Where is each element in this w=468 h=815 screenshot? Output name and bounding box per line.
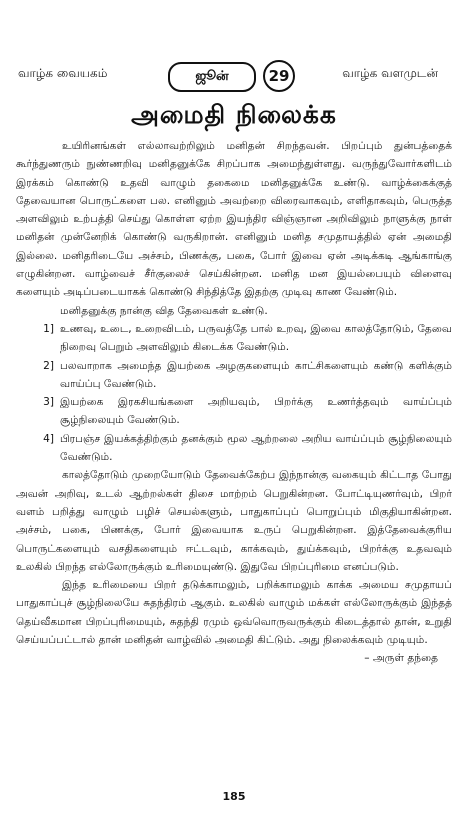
list-item-number: 4] (43, 432, 54, 445)
header-left-text: வாழ்க வையகம் (18, 66, 108, 80)
page-header (0, 62, 468, 92)
list-item-text: உணவு, உடை, உறைவிடம், பருவத்தே பால் உறவு, இவை காலத்தோடும், தேவை நிறைவு பெறும் அளவிலும் கிடைக்க வேண்டும். (60, 322, 452, 354)
page-title: அமைதி நிலைக்க (131, 100, 337, 129)
needs-list (16, 320, 452, 466)
paragraph-4: இந்த உரிமையை பிறர் தடுக்காமலும், பறிக்காமலும் காக்க அமைய சமுதாயப் பாதுகாப்புச் சூழ்நிலையே சுதந்திரம் ஆகும். உலகில் வாழும் மக்கள் எல்லோருக்கும் இந்தத் தெய்வீகமான பிறப்புரிமையும், சுதந்தி ரமும் ஒவ்வொருவருக்கும் கிடைத்தால் தான், உறுதி செய்யப்பட்டால் தான் மனிதன் வாழ்வில் அமைதி கிட்டும். அது நிலைக்கவும் முடியும். (16, 579, 452, 647)
paragraph-3: காலத்தோடும் முறையோடும் தேவைக்கேற்ப இந்நான்கு வகையும் கிட்டாத போது அவன் அறிவு, உடல் ஆற்றல்கள் திசை மாற்றம் பெறுகின்றன. போட்டியுணர்வும், பிறர் வளம் பறித்து வாழும் பழிச் செயல்களும், பாதுகாப்புப் பொறுப்பும் மிகுதியாகின்றன. அச்சம், பகை, பிணக்கு, போர் இவையாக உருப் பெறுகின்றன. இத்தேவைக்குரிய பொருட்களையும் வசதிகளையும் ஈட்டவும், காக்கவும், துய்க்கவும், பிறர்க்கு உதவவும் உலகில் பிறந்த எல்லோருக்கும் உரிமையுண்டு. இதுவே பிறப்புரிமை எனப்படும். (16, 469, 452, 573)
page-number: 185 (222, 790, 246, 803)
signature: – அருள் தந்தை (364, 652, 438, 665)
header-right-text: வாழ்க வளமுடன் (342, 66, 438, 80)
paragraph-1: உயிரினங்கள் எல்லாவற்றிலும் மனிதன் சிறந்தவன். பிறப்பும் துன்பத்தைக் கூர்ந்துணரும் நுண்ணறிவு மனிதனுக்கே சிறப்பாக அமைந்துள்ளது. வருந்துவோர்களிடம் இரக்கம் கொண்டு உதவி வாழும் தகைமை மனிதனுக்கே உண்டு. வாழ்க்கைக்குத் தேவையான பொருட்களை பல. எனினும் அவற்றை விரைவாகவும், எளிதாகவும், பெருத்த அளவிலும் உற்பத்தி செய்து கொள்ள ஏற்ற இயந்திர விஞ்ஞான அறிவிலும் நாளுக்கு நாள் மனிதன் முன்னேறிக் கொண்டு வருகிறான். எனினும் மனித சமுதாயத்தில் ஏன் அமைதி இல்லை. மனிதரிடையே அச்சம், பிணக்கு, பகை, போர் இவை ஏன் அடிக்கடி ஆங்காங்கு எழுகின்றன. வாழ்வைச் சீர்குலைச் செய்கின்றன. மனித மன இயல்பையும் விளைவு களையும் அடிப்படையாகக் கொண்டு சிந்தித்தே இதற்கு முடிவு காண வேண்டும். (16, 140, 452, 299)
month-label: ஜூன் (168, 62, 256, 92)
list-item-text: பலவாறாக அமைந்த இயற்கை அழகுகளையும் காட்சிகளையும் கண்டு களிக்கும் வாய்ப்பு வேண்டும். (60, 359, 452, 390)
paragraph-2: மனிதனுக்கு நான்கு வித தேவைகள் உண்டு. (60, 304, 268, 317)
list-item (16, 393, 452, 430)
list-item (16, 320, 452, 357)
list-item-number: 3] (43, 396, 54, 409)
list-item (16, 430, 452, 467)
article-body (16, 137, 452, 668)
list-item-number: 1] (43, 322, 54, 335)
list-item (16, 357, 452, 394)
list-item-number: 2] (43, 359, 54, 372)
list-item-text: இயற்கை இரகசியங்களை அறியவும், பிறர்க்கு உணர்த்தவும் வாய்ப்பும் சூழ்நிலையும் வேண்டும். (60, 396, 452, 427)
day-number: 29 (263, 60, 295, 92)
list-item-text: பிரபஞ்ச இயக்கத்திற்கும் தனக்கும் மூல ஆற்றலை அறிய வாய்ப்பும் சூழ்நிலையும் வேண்டும். (60, 432, 452, 464)
